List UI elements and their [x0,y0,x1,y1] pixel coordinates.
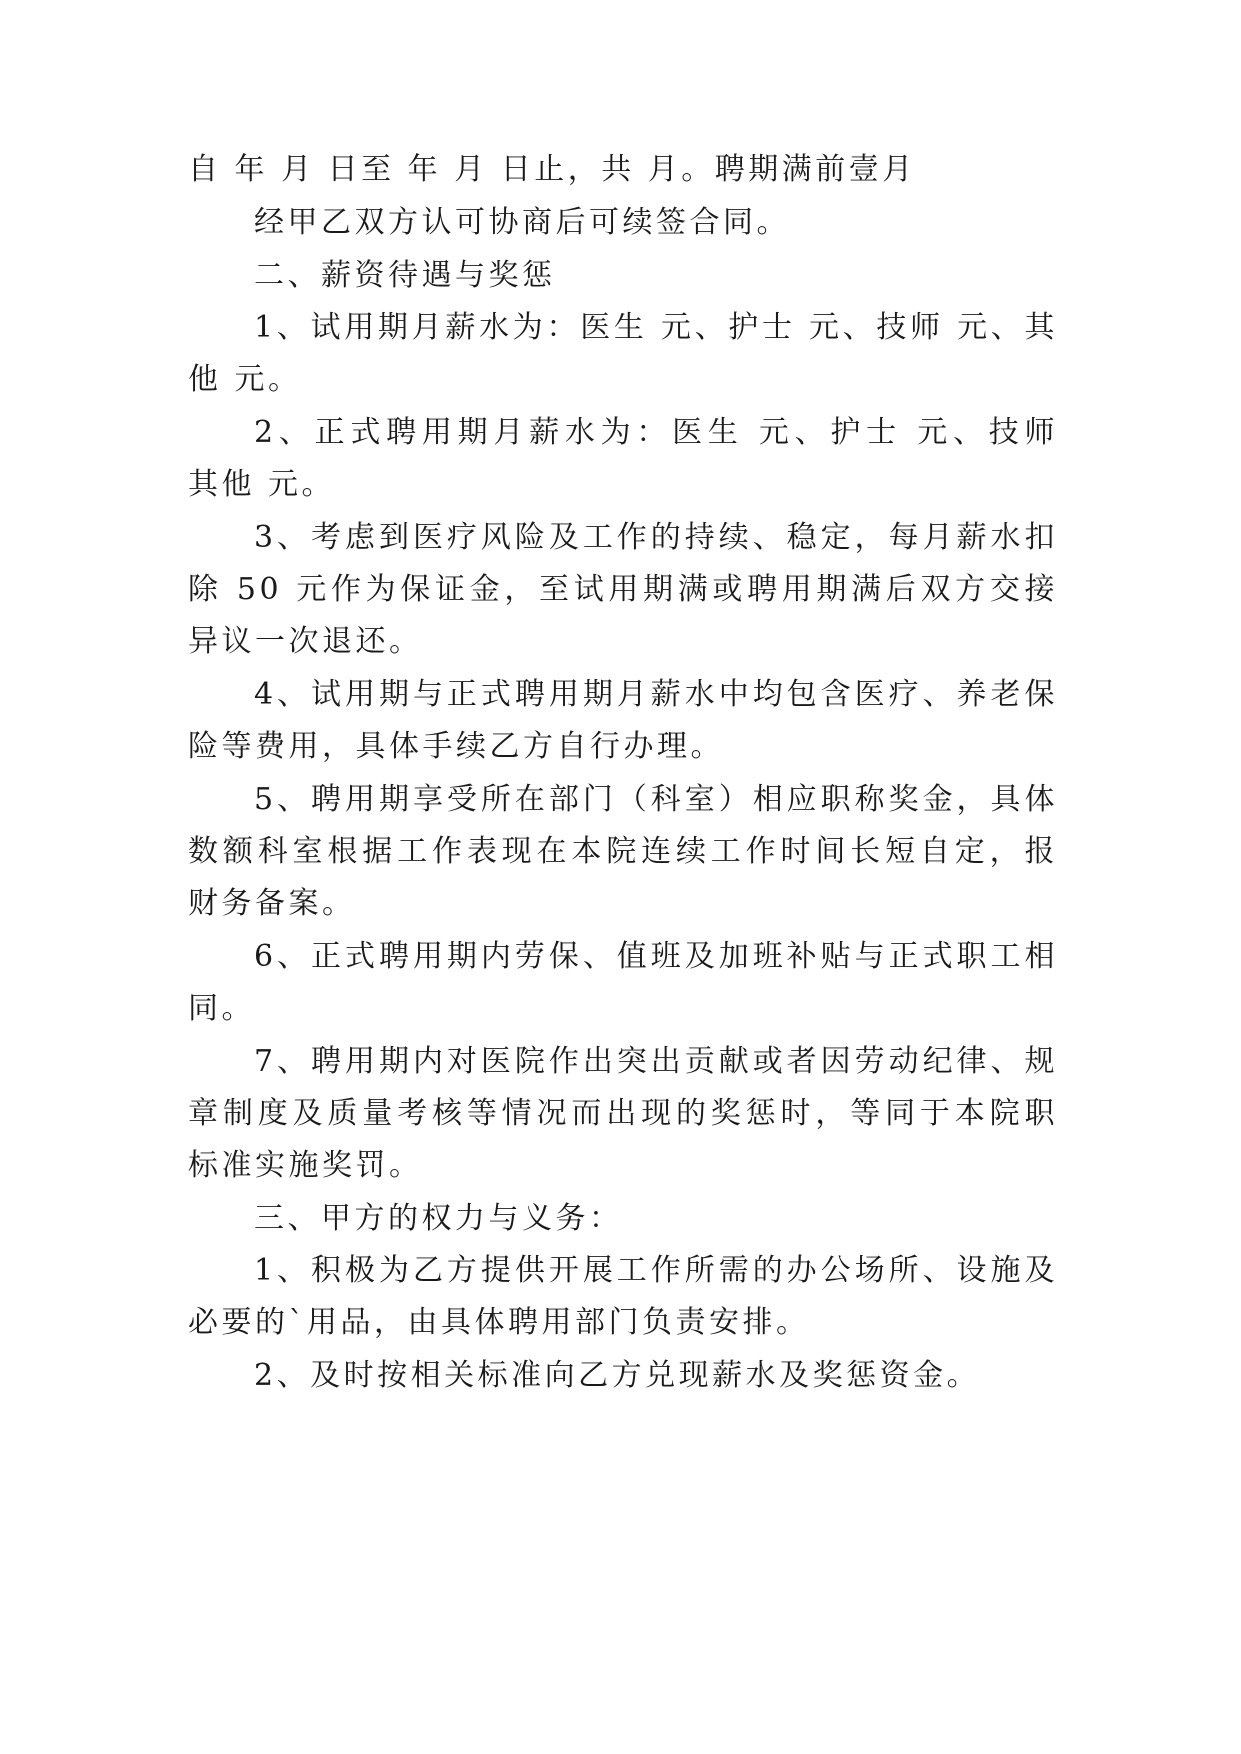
text-line: 必要的`用品，由具体聘用部门负责安排。 [188,1305,810,1340]
text-line: 3、考虑到医疗风险及工作的持续、稳定，每月薪水扣 [254,520,1058,555]
text-line: 6、正式聘用期内劳保、值班及加班补贴与正式职工相 [254,939,1058,974]
section-heading: 二、薪资待遇与奖惩 [254,258,556,293]
text-line: 异议一次退还。 [188,624,423,659]
text-line: 同。 [188,991,255,1026]
text-line: 2、正式聘用期月薪水为：医生 元、护士 元、技师 [254,415,1058,450]
section-heading: 三、甲方的权力与义务： [254,1201,623,1236]
text-line: 7、聘用期内对医院作出突出贡献或者因劳动纪律、规 [254,1044,1058,1079]
text-line: 5、聘用期享受所在部门（科室）相应职称奖金，具体 [254,782,1058,817]
text-line: 险等费用，具体手续乙方自行办理。 [188,729,724,764]
text-line: 1、积极为乙方提供开展工作所需的办公场所、设施及 [254,1253,1058,1288]
text-line: 除 50 元作为保证金，至试用期满或聘用期满后双方交接 [188,572,1058,607]
text-line: 他 元。 [188,362,302,397]
text-line: 财务备案。 [188,886,356,921]
text-line: 1、试用期月薪水为：医生 元、护士 元、技师 元、其 [254,310,1058,345]
text-line: 经甲乙双方认可协商后可续签合同。 [254,205,790,240]
text-line: 2、及时按相关标准向乙方兑现薪水及奖惩资金。 [254,1358,981,1393]
text-line: 标准实施奖罚。 [188,1148,423,1183]
text-line: 章制度及质量考核等情况而出现的奖惩时，等同于本院职 [188,1096,1058,1131]
text-line: 自 年 月 日至 年 月 日止，共 月。聘期满前壹月 [188,152,916,187]
text-line: 其他 元。 [188,467,336,502]
text-line: 数额科室根据工作表现在本院连续工作时间长短自定，报 [188,834,1058,869]
text-line: 4、试用期与正式聘用期月薪水中均包含医疗、养老保 [254,677,1058,712]
